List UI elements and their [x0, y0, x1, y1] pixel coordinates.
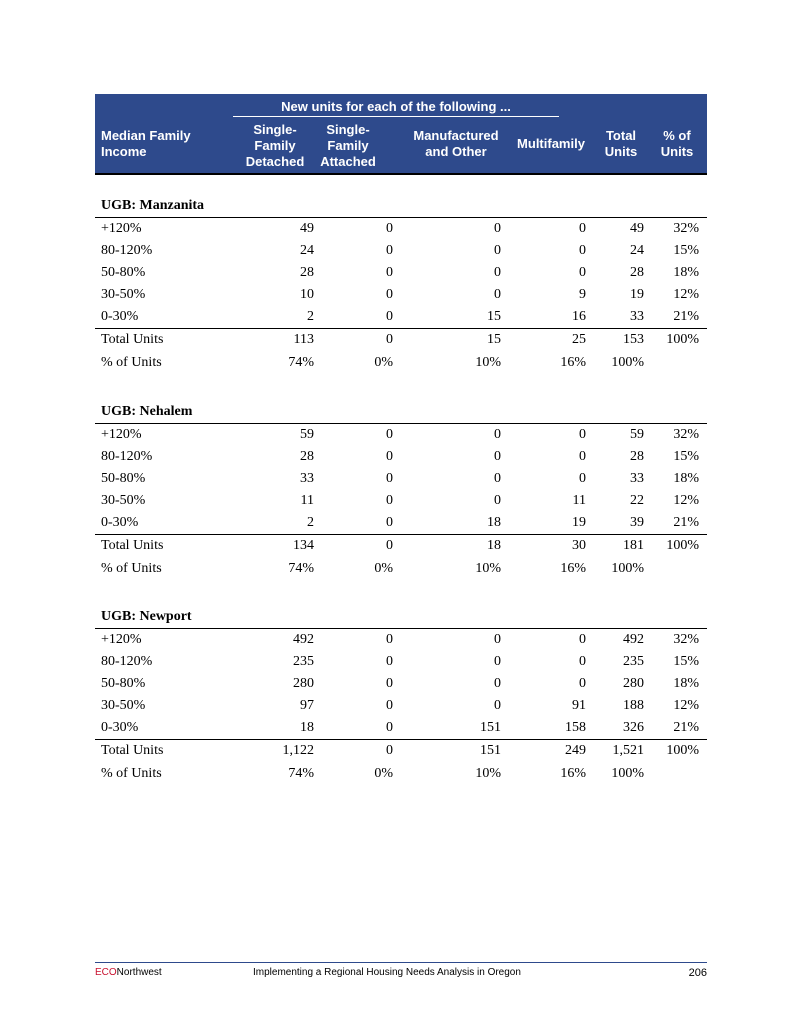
- header-percent-of-units: % of Units: [660, 128, 694, 159]
- table-cell: 0: [579, 427, 586, 442]
- table-cell: 30: [572, 538, 586, 553]
- table-section: [95, 195, 707, 374]
- table-cell: 28: [630, 449, 644, 464]
- table-cell: 0: [494, 221, 501, 236]
- table-cell: 249: [565, 743, 586, 758]
- table-row: [95, 446, 707, 468]
- row-label: 30-50%: [101, 287, 146, 302]
- table-cell: 100%: [666, 743, 699, 758]
- table-cell: 280: [623, 676, 644, 691]
- table-cell: 0: [494, 698, 501, 713]
- table-cell: 10%: [475, 355, 501, 370]
- row-label: 50-80%: [101, 676, 146, 691]
- row-label: Total Units: [101, 538, 164, 553]
- table-cell: 2: [307, 515, 314, 530]
- table-cell: 18%: [673, 676, 699, 691]
- table-cell: 16%: [560, 766, 586, 781]
- table-cell: 0: [579, 471, 586, 486]
- table-cell: 32%: [673, 427, 699, 442]
- table-row: [95, 262, 707, 284]
- table-cell: 100%: [666, 332, 699, 347]
- table-cell: 11: [572, 493, 586, 508]
- footer-brand: [95, 967, 162, 978]
- section-title: UGB: Manzanita: [95, 195, 707, 218]
- table-cell: 153: [623, 332, 644, 347]
- table-row: [95, 695, 707, 717]
- table-cell: 0: [386, 538, 393, 553]
- header-single-family-detached: Single- Family Detached: [245, 122, 305, 169]
- table-cell: 0: [386, 471, 393, 486]
- table-cell: 59: [630, 427, 644, 442]
- table-cell: 11: [300, 493, 314, 508]
- table-row: [95, 490, 707, 512]
- table-cell: 0%: [374, 355, 393, 370]
- table-cell: 100%: [611, 355, 644, 370]
- table-cell: 0: [579, 265, 586, 280]
- table-cell: 18%: [673, 265, 699, 280]
- table-cell: 0: [579, 221, 586, 236]
- table-row: [95, 673, 707, 695]
- table-cell: 0: [494, 654, 501, 669]
- table-cell: 33: [630, 309, 644, 324]
- table-cell: 18%: [673, 471, 699, 486]
- table-cell: 59: [300, 427, 314, 442]
- housing-units-table: [95, 94, 707, 781]
- table-cell: 492: [623, 632, 644, 647]
- table-cell: 0: [494, 632, 501, 647]
- percent-row: [95, 763, 707, 785]
- table-row: [95, 424, 707, 446]
- table-cell: 15%: [673, 654, 699, 669]
- header-median-family-income: Median Family Income: [101, 128, 191, 159]
- table-cell: 100%: [611, 766, 644, 781]
- table-row: [95, 284, 707, 306]
- table-cell: 10%: [475, 561, 501, 576]
- table-cell: 74%: [288, 766, 314, 781]
- header-single-family-attached: Single- Family Attached: [320, 122, 376, 169]
- table-cell: 0%: [374, 561, 393, 576]
- brand-northwest: Northwest: [116, 967, 162, 978]
- table-cell: 0: [494, 471, 501, 486]
- table-cell: 16%: [560, 355, 586, 370]
- table-row: [95, 306, 707, 328]
- table-cell: 33: [630, 471, 644, 486]
- table-cell: 100%: [611, 561, 644, 576]
- table-cell: 0: [386, 493, 393, 508]
- table-cell: 0: [386, 287, 393, 302]
- table-section: [95, 606, 707, 785]
- table-cell: 10: [300, 287, 314, 302]
- table-cell: 0: [386, 449, 393, 464]
- table-cell: 19: [572, 515, 586, 530]
- table-cell: 1,122: [282, 743, 314, 758]
- table-cell: 0: [494, 676, 501, 691]
- table-cell: 18: [487, 515, 501, 530]
- table-cell: 49: [630, 221, 644, 236]
- row-label: 30-50%: [101, 698, 146, 713]
- header-total-units: Total Units: [604, 128, 638, 159]
- column-group-label: New units for each of the following ...: [233, 98, 559, 117]
- table-cell: 0: [386, 698, 393, 713]
- table-cell: 0: [386, 515, 393, 530]
- row-label: % of Units: [101, 766, 162, 781]
- total-row: [95, 534, 707, 558]
- table-cell: 0: [386, 632, 393, 647]
- table-cell: 0: [386, 332, 393, 347]
- table-cell: 32%: [673, 632, 699, 647]
- table-cell: 74%: [288, 561, 314, 576]
- table-cell: 235: [293, 654, 314, 669]
- table-cell: 0: [386, 265, 393, 280]
- table-cell: 18: [487, 538, 501, 553]
- table-cell: 21%: [673, 309, 699, 324]
- table-cell: 97: [300, 698, 314, 713]
- table-cell: 0: [579, 449, 586, 464]
- table-cell: 0: [494, 243, 501, 258]
- percent-row: [95, 352, 707, 374]
- table-cell: 22: [630, 493, 644, 508]
- table-cell: 100%: [666, 538, 699, 553]
- table-cell: 0: [386, 427, 393, 442]
- table-cell: 16%: [560, 561, 586, 576]
- table-cell: 12%: [673, 287, 699, 302]
- row-label: 80-120%: [101, 243, 153, 258]
- table-cell: 24: [300, 243, 314, 258]
- table-cell: 28: [630, 265, 644, 280]
- table-cell: 15: [487, 332, 501, 347]
- row-label: 0-30%: [101, 309, 139, 324]
- section-title: UGB: Newport: [95, 606, 707, 629]
- table-cell: 10%: [475, 766, 501, 781]
- header-manufactured-and-other: Manufactured and Other: [413, 128, 499, 159]
- table-cell: 74%: [288, 355, 314, 370]
- brand-econ: ECO: [95, 967, 117, 978]
- table-cell: 181: [623, 538, 644, 553]
- table-cell: 12%: [673, 493, 699, 508]
- table-cell: 280: [293, 676, 314, 691]
- footer-document-title: Implementing a Regional Housing Needs Analysis in Oregon: [253, 967, 521, 978]
- table-section: [95, 401, 707, 580]
- table-cell: 9: [579, 287, 586, 302]
- table-cell: 21%: [673, 515, 699, 530]
- table-cell: 113: [293, 332, 314, 347]
- row-label: 50-80%: [101, 471, 146, 486]
- table-cell: 0: [579, 243, 586, 258]
- table-cell: 39: [630, 515, 644, 530]
- row-label: 0-30%: [101, 720, 139, 735]
- page-footer: [95, 962, 707, 985]
- table-cell: 134: [293, 538, 314, 553]
- table-cell: 12%: [673, 698, 699, 713]
- table-cell: 0: [494, 493, 501, 508]
- table-cell: 18: [300, 720, 314, 735]
- table-cell: 24: [630, 243, 644, 258]
- table-cell: 2: [307, 309, 314, 324]
- table-cell: 151: [480, 720, 501, 735]
- table-cell: 0: [494, 265, 501, 280]
- section-title: UGB: Nehalem: [95, 401, 707, 424]
- table-cell: 32%: [673, 221, 699, 236]
- page-number: 206: [688, 967, 707, 979]
- total-row: [95, 739, 707, 763]
- table-cell: 1,521: [612, 743, 644, 758]
- table-cell: 28: [300, 265, 314, 280]
- table-cell: 15%: [673, 449, 699, 464]
- row-label: 80-120%: [101, 449, 153, 464]
- row-label: +120%: [101, 221, 142, 236]
- table-cell: 49: [300, 221, 314, 236]
- table-cell: 28: [300, 449, 314, 464]
- table-cell: 15: [487, 309, 501, 324]
- table-row: [95, 468, 707, 490]
- table-cell: 15%: [673, 243, 699, 258]
- table-row: [95, 629, 707, 651]
- table-row: [95, 218, 707, 240]
- table-cell: 19: [630, 287, 644, 302]
- table-row: [95, 240, 707, 262]
- row-label: +120%: [101, 427, 142, 442]
- table-cell: 0: [494, 287, 501, 302]
- total-row: [95, 328, 707, 352]
- table-cell: 0: [386, 743, 393, 758]
- row-label: Total Units: [101, 743, 164, 758]
- table-cell: 0: [579, 632, 586, 647]
- table-cell: 151: [480, 743, 501, 758]
- table-cell: 0: [494, 449, 501, 464]
- table-cell: 0: [386, 720, 393, 735]
- header-rule: [95, 173, 707, 175]
- table-header: [95, 94, 707, 174]
- table-row: [95, 512, 707, 534]
- row-label: % of Units: [101, 561, 162, 576]
- row-label: Total Units: [101, 332, 164, 347]
- row-label: 50-80%: [101, 265, 146, 280]
- row-label: % of Units: [101, 355, 162, 370]
- table-cell: 188: [623, 698, 644, 713]
- table-cell: 0: [579, 676, 586, 691]
- table-cell: 16: [572, 309, 586, 324]
- table-cell: 21%: [673, 720, 699, 735]
- table-cell: 158: [565, 720, 586, 735]
- table-cell: 0: [579, 654, 586, 669]
- row-label: 80-120%: [101, 654, 153, 669]
- table-cell: 235: [623, 654, 644, 669]
- table-cell: 0: [386, 654, 393, 669]
- row-label: 0-30%: [101, 515, 139, 530]
- table-cell: 33: [300, 471, 314, 486]
- table-row: [95, 717, 707, 739]
- table-cell: 0: [386, 243, 393, 258]
- table-cell: 0: [386, 221, 393, 236]
- table-cell: 25: [572, 332, 586, 347]
- row-label: +120%: [101, 632, 142, 647]
- header-multifamily: Multifamily: [517, 136, 585, 151]
- percent-row: [95, 558, 707, 580]
- table-cell: 492: [293, 632, 314, 647]
- table-cell: 0: [386, 309, 393, 324]
- table-cell: 0: [386, 676, 393, 691]
- table-cell: 0%: [374, 766, 393, 781]
- table-cell: 326: [623, 720, 644, 735]
- table-cell: 91: [572, 698, 586, 713]
- table-row: [95, 651, 707, 673]
- table-cell: 0: [494, 427, 501, 442]
- row-label: 30-50%: [101, 493, 146, 508]
